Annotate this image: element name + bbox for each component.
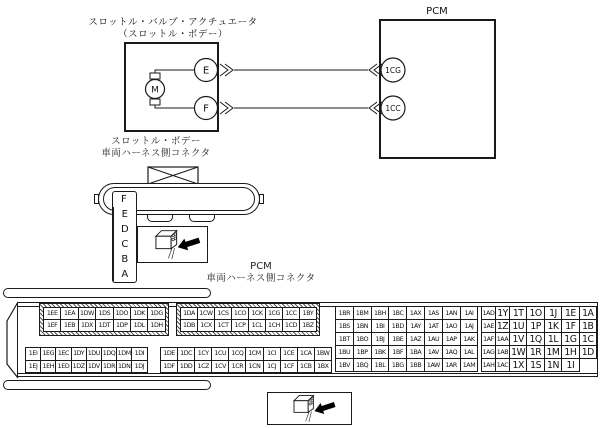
pin-1L: 1L (544, 332, 562, 346)
pin-1AM: 1AM (460, 358, 479, 372)
pin-1F: 1F (561, 319, 579, 333)
pin-1AO: 1AO (442, 319, 461, 333)
pin-1BC: 1BC (388, 306, 407, 320)
pin-1CR: 1CR (228, 360, 246, 374)
pin-1AN: 1AN (442, 306, 461, 320)
throttle-connector-label-line1: スロットル・ボデー (111, 136, 201, 147)
pin-1CA: 1CA (297, 347, 315, 361)
pin-1AU: 1AU (424, 332, 443, 346)
pin-1AK: 1AK (460, 332, 479, 346)
pin-1C: 1C (579, 332, 597, 346)
pin-1ED: 1ED (55, 360, 71, 374)
pin-row (43, 319, 165, 332)
wire-motor-to-f (155, 105, 195, 108)
pin-row (335, 306, 477, 320)
pin-1DA: 1DA (180, 307, 198, 320)
pin-1CC: 1CC (282, 307, 300, 320)
pin-1O: 1O (526, 306, 544, 320)
pin-1BW: 1BW (314, 347, 332, 361)
pin-block-bottom-middle (160, 347, 331, 373)
shell-notch-left (94, 194, 99, 204)
pin-1T: 1T (509, 306, 527, 320)
pin-1CU: 1CU (211, 347, 229, 361)
pin-1CI: 1CI (263, 347, 281, 361)
pin-1CT: 1CT (214, 319, 232, 332)
pin-1BG: 1BG (388, 358, 407, 372)
pin-1DC: 1DC (177, 347, 195, 361)
shell-tab-left (147, 215, 173, 222)
pin-1DY: 1DY (71, 347, 87, 361)
pin-1EA: 1EA (60, 307, 78, 320)
pin-1H: 1H (561, 345, 579, 359)
pin-1V: 1V (509, 332, 527, 346)
pin-1CY: 1CY (194, 347, 212, 361)
pcm-housing-top-bar (3, 288, 211, 298)
pin-block-right-a (335, 306, 477, 372)
connector-icon (268, 393, 351, 424)
arrow-icon (313, 399, 337, 417)
pin-1BF: 1BF (388, 345, 407, 359)
pin-1DV: 1DV (86, 360, 102, 374)
pin-1DT: 1DT (95, 319, 113, 332)
pin-1CD: 1CD (282, 319, 300, 332)
pin-1DN: 1DN (116, 360, 132, 374)
pin-block-top-left-frame (39, 303, 169, 336)
pin-1BE: 1BE (388, 332, 407, 346)
pin-1AS: 1AS (424, 306, 443, 320)
pin-1BV: 1BV (335, 358, 354, 372)
pin-1W: 1W (509, 345, 527, 359)
pin-1DR: 1DR (101, 360, 117, 374)
pin-1BL: 1BL (371, 358, 390, 372)
double-chevron-right-icon (220, 64, 233, 76)
pcm-connector-label-line1: PCM (250, 261, 272, 272)
pin-1CJ: 1CJ (263, 360, 281, 374)
pin-1BR: 1BR (335, 306, 354, 320)
pin-1CN: 1CN (245, 360, 263, 374)
pin-1AI: 1AI (460, 306, 479, 320)
pin-1AP: 1AP (442, 332, 461, 346)
pin-1BX: 1BX (314, 360, 332, 374)
pin-1BJ: 1BJ (371, 332, 390, 346)
pin-1CG: 1CG (265, 307, 283, 320)
pin-row (335, 319, 477, 333)
pin-1CO: 1CO (231, 307, 249, 320)
double-chevron-right-icon (220, 102, 233, 114)
arrow-icon (176, 234, 201, 253)
pin-1DG: 1DG (147, 307, 165, 320)
pin-1CL: 1CL (248, 319, 266, 332)
pin-block-top-middle-frame (176, 303, 320, 336)
pin-1X: 1X (509, 358, 527, 372)
pin-1DB: 1DB (180, 319, 198, 332)
terminal-f-label: F (203, 103, 209, 115)
pin-1AQ: 1AQ (442, 345, 461, 359)
throttle-connector-label-line2: 車両ハーネス側コネクタ (101, 147, 211, 159)
pin-1CE: 1CE (280, 347, 298, 361)
pin-1BK: 1BK (371, 345, 390, 359)
pin-1CQ: 1CQ (228, 347, 246, 361)
pcm-label: PCM (426, 6, 448, 17)
pin-1AH: 1AH (481, 358, 496, 372)
pin-1J: 1J (544, 306, 562, 320)
pin-row (335, 358, 477, 372)
pin-1DS: 1DS (95, 307, 113, 320)
pin-1DK: 1DK (130, 307, 148, 320)
pin-1CM: 1CM (245, 347, 263, 361)
pin-1S: 1S (526, 358, 544, 372)
pin-1EF: 1EF (43, 319, 61, 332)
pin-1AV: 1AV (424, 345, 443, 359)
connector-view-box (137, 226, 208, 263)
pin-1DW: 1DW (78, 307, 96, 320)
pin-1AL: 1AL (460, 345, 479, 359)
pcm-connector-label (161, 261, 361, 284)
pcm-housing-left-edge (2, 300, 20, 380)
pin-1AJ: 1AJ (460, 319, 479, 333)
pin-1DL: 1DL (130, 319, 148, 332)
pin-1DO: 1DO (113, 307, 131, 320)
pin-1EB: 1EB (60, 319, 78, 332)
pin-1EI: 1EI (25, 347, 41, 361)
motor-brush-bottom (150, 99, 160, 105)
pin-row (481, 358, 596, 372)
pin-row (335, 332, 477, 346)
pin-1AD: 1AD (481, 306, 496, 320)
pin-1CB: 1CB (297, 360, 315, 374)
pcm-housing-inner-line-bottom (17, 373, 598, 374)
pin-1DH: 1DH (147, 319, 165, 332)
pin-1DD: 1DD (177, 360, 195, 374)
pin-1BZ: 1BZ (299, 319, 317, 332)
actuator-label-line1: スロットル・バルブ・アクチュエータ (88, 17, 258, 28)
pin-1DM: 1DM (116, 347, 132, 361)
pin-D: D (113, 222, 136, 237)
pin-1N: 1N (544, 358, 562, 372)
pin-1I: 1I (561, 358, 579, 372)
pin-1BS: 1BS (335, 319, 354, 333)
pin-1CP: 1CP (231, 319, 249, 332)
pin-1DE: 1DE (160, 347, 178, 361)
pcm-box (380, 20, 495, 158)
pin-1DZ: 1DZ (71, 360, 87, 374)
pin-1DI: 1DI (131, 347, 147, 361)
pin-1BH: 1BH (371, 306, 390, 320)
pin-1G: 1G (561, 332, 579, 346)
pin-1CK: 1CK (248, 307, 266, 320)
pin-1B: 1B (579, 319, 597, 333)
pin-row (180, 319, 316, 332)
pin-block-top-left (43, 307, 165, 332)
pin-1BM: 1BM (353, 306, 372, 320)
throttle-connector-label (56, 136, 256, 159)
pin-1AR: 1AR (442, 358, 461, 372)
pin-1BU: 1BU (335, 345, 354, 359)
actuator-label-line2: （スロットル・ボデー） (118, 29, 228, 40)
pin-C: C (113, 237, 136, 252)
pin-1CW: 1CW (197, 307, 215, 320)
pin-1AG: 1AG (481, 345, 496, 359)
pin-1EG: 1EG (40, 347, 56, 361)
pin-1BB: 1BB (406, 358, 425, 372)
pin-1AZ: 1AZ (406, 332, 425, 346)
shell-tab-right (189, 215, 215, 222)
pin-1BT: 1BT (335, 332, 354, 346)
pin-1DU: 1DU (86, 347, 102, 361)
pin-1AC: 1AC (495, 358, 510, 372)
pin-1BI: 1BI (371, 319, 390, 333)
pin-1AB: 1AB (495, 345, 510, 359)
pcm-connector-label-line2: 車両ハーネス側コネクタ (206, 272, 316, 284)
pin-row (481, 332, 596, 346)
pin-E: E (113, 207, 136, 222)
pin-1BD: 1BD (388, 319, 407, 333)
pin-1AE: 1AE (481, 319, 496, 333)
pin-1EH: 1EH (40, 360, 56, 374)
pin-1EJ: 1EJ (25, 360, 41, 374)
pin-row (481, 306, 596, 320)
pin-1CV: 1CV (211, 360, 229, 374)
pin-row (113, 192, 136, 282)
pin-1AF: 1AF (481, 332, 496, 346)
pin-1CZ: 1CZ (194, 360, 212, 374)
pcm-housing-bottom-bar (3, 380, 211, 390)
pin-1AY: 1AY (406, 319, 425, 333)
pin-1CH: 1CH (265, 319, 283, 332)
pin-1BN: 1BN (353, 319, 372, 333)
pin-1DF: 1DF (160, 360, 178, 374)
wire-motor-to-e (155, 70, 195, 73)
pin-1BQ: 1BQ (353, 358, 372, 372)
pin-1Z: 1Z (496, 320, 509, 332)
pin-1BO: 1BO (353, 332, 372, 346)
pin-1M: 1M (544, 345, 562, 359)
pin-block-right-b (481, 306, 596, 372)
pin-row (335, 345, 477, 359)
pin-1Y: 1Y (495, 306, 510, 320)
pin-block-top-middle (180, 307, 316, 332)
pin-1DJ: 1DJ (131, 360, 147, 374)
pin-1AW: 1AW (424, 358, 443, 372)
pin-F: F (120, 194, 127, 205)
pin-row (481, 319, 596, 333)
pin-1DQ: 1DQ (101, 347, 117, 361)
pin-1A: 1A (579, 306, 597, 320)
pin-1K: 1K (544, 319, 562, 333)
motor-label: M (151, 85, 159, 96)
pin-row (160, 347, 331, 361)
pin-1EE: 1EE (43, 307, 61, 320)
pin-row (160, 360, 331, 374)
pin-1CX: 1CX (197, 319, 215, 332)
pcm-terminal-1cg-label: 1CG (385, 66, 401, 75)
terminal-e-label: E (202, 65, 210, 77)
pin-row (481, 345, 596, 359)
pin-1Q: 1Q (526, 332, 544, 346)
pin-1DP: 1DP (113, 319, 131, 332)
pin-1R: 1R (526, 345, 544, 359)
pin-1E: 1E (561, 306, 579, 320)
pin-1CS: 1CS (214, 307, 232, 320)
pin-1EC: 1EC (55, 347, 71, 361)
pin-1DX: 1DX (78, 319, 96, 332)
connector-view-box (267, 392, 352, 425)
pin-block-bottom-left (25, 347, 147, 373)
pin-row (25, 360, 147, 374)
pin-A: A (113, 267, 136, 282)
pin-1D: 1D (579, 345, 597, 359)
pin-1U: 1U (509, 319, 527, 333)
pcm-terminal-1cc-label: 1CC (385, 104, 401, 113)
pin-1CF: 1CF (280, 360, 298, 374)
throttle-pin-grid (112, 191, 137, 283)
pin-1AX: 1AX (406, 306, 425, 320)
shell-notch-right (259, 194, 264, 204)
connector-icon (138, 227, 207, 262)
motor-brush-top (150, 73, 160, 79)
pin-1BA: 1BA (406, 345, 425, 359)
pin-1P: 1P (526, 319, 544, 333)
pin-1BY: 1BY (299, 307, 317, 320)
pin-1AT: 1AT (424, 319, 443, 333)
pin-1AA: 1AA (495, 332, 510, 346)
pin-row (25, 347, 147, 361)
pin-B: B (113, 252, 136, 267)
pin-1BP: 1BP (353, 345, 372, 359)
